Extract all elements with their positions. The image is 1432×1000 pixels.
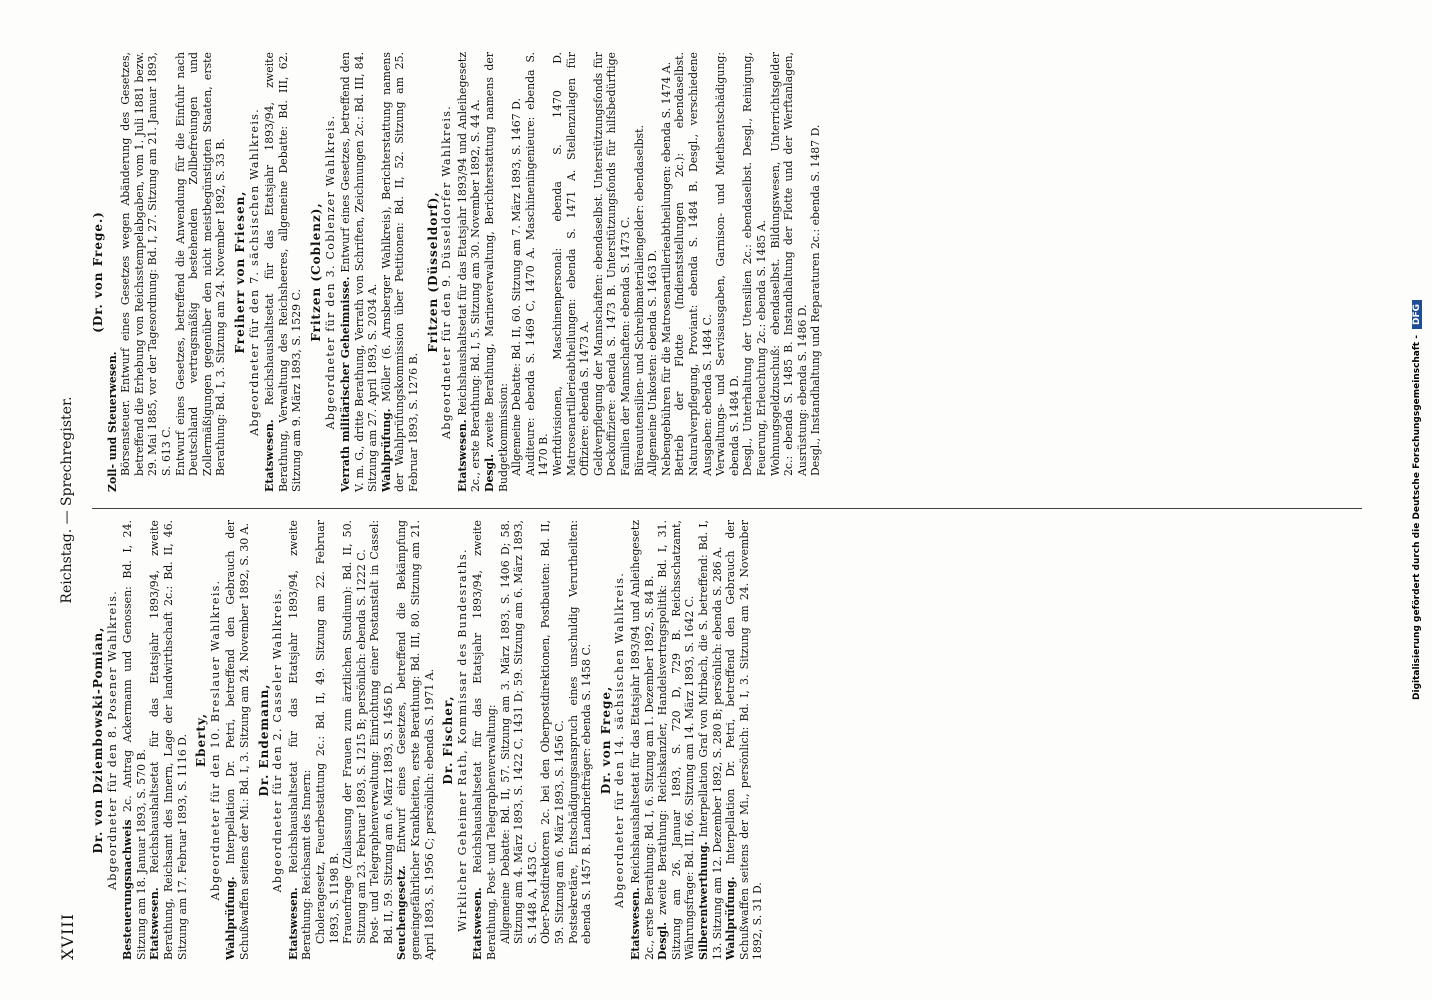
- register-entry: [380, 52, 421, 492]
- person-role: Abgeordneter für den 10. Breslauer Wahlkreis.: [208, 579, 222, 901]
- left-column: [86, 520, 1392, 960]
- person-name: Fritzen (Coblenz),: [308, 202, 323, 342]
- person-role: Abgeordneter für den 14. sächsischen Wahlkreis.: [613, 571, 627, 909]
- entry-keyword: Etatswesen.: [263, 419, 277, 492]
- register-subentry: Geldverpflegung der Mannschaften: ebendaselbst. Unterstützungsfonds für Deckoffiziere: ebenda S. 1473 B. Unterstützungsfonds für hilfsbedürftige Familien der Mannschaften: ebenda S. 1473 C.: [591, 52, 632, 476]
- register-entry: [121, 520, 148, 960]
- register-subentry: Entwurf eines Gesetzes, betreffend die Anwendung für die Einfuhr nach Deutschland vertragsmäßig bestehenden Zollbefreiungen und Zollermäßigungen gegenüber den nicht meistbegünstigten Staaten, erste Berathung: Bd. I, 3. Sitzung am 24. November 1892, S. 33 B.: [173, 52, 228, 476]
- entry-text: Interpellation Graf von Mirbach, die S. betreffend: Bd. I, 13. Sitzung am 12. Dezember 1892, S. 280 B; persönlich: ebenda S. 286 A.: [696, 519, 724, 960]
- entry-text: Reichshaushaltsetat für das Etatsjahr 1893/94 und Anleihegesetz 2c., erste Berathung: Bd. I, 5. Sitzung am 30. November 1892, S. 44 A.: [455, 51, 483, 492]
- digitization-note-text: Digitalisierung gefördert durch die Deutsche Forschungsgemeinschaft -: [1412, 335, 1422, 700]
- entry-text: Reichshaushaltsetat für das Etatsjahr 1893/94, zweite Berathung, Reichsamt des Innern, Lage der landwirthschaft 2c.: Bd. II, 46. Sitzung am 17. Februar 1893, S. 1116 D.: [148, 520, 189, 960]
- register-entry: [395, 520, 436, 960]
- register-entry: [106, 52, 120, 492]
- register-entry: [148, 520, 189, 960]
- entry-keyword: Etatswesen.: [628, 887, 642, 960]
- register-subentry: Börsensteuer. Entwurf eines Gesetzes wegen Abänderung des Gesetzes, betreffend die Erhebung von Reichsstempelabgaben, vom 1. Juli 1881 bezw. 29. Mai 1885, vor der Tagesordnung: Bd. I, 27. Sitzung am 21. Januar 1893, S. 613 C.: [119, 52, 173, 476]
- entry-text: zweite Berathung, Marineverwaltung, Berichterstattung namens der Budgetkommission:: [483, 52, 510, 492]
- person-name: Dr. Endemann,: [256, 683, 271, 797]
- entry-keyword: Wahlprüfung.: [379, 408, 393, 492]
- person-heading: [427, 52, 441, 492]
- register-entry: [263, 52, 304, 492]
- register-subentry: Nebengebühren für die Matrosenartillerieabtheilungen: ebenda S. 1474 A.: [659, 61, 673, 476]
- person-name: Freiherr von Friesen,: [232, 190, 247, 354]
- register-subentry: Auditeure: ebenda S. 1469 C, 1470 A. Maschineningenieure: ebenda S. 1470 B.: [523, 52, 551, 476]
- entry-keyword: Verrath militärischer Geheimnisse.: [339, 276, 353, 492]
- entry-text: Reichshaushaltsetat für das Etatsjahr 1893/94, zweite Berathung, Post- und Telegraphenverwaltung:: [471, 520, 499, 960]
- person-heading: [442, 520, 456, 960]
- person-role: Wirklicher Geheimer Rath, Kommissar des Bundesraths.: [455, 548, 469, 932]
- register-entry: [471, 520, 498, 960]
- register-subentry: Wohnungsgeldzuschuß: ebendaselbst. Bildungswesen, Unterrichtsgelder 2c.: ebenda S. 1485 B. Instandhaltung der Flotte und der Werftanlagen, Ausrüstung: ebenda S. 1486 D.: [768, 52, 809, 476]
- entry-text: Möller (6. Arnsberger Wahlkreis), Berichterstattung namens der Wahlprüfungskommission über Petitionen: Bd. II, 52. Sitzung am 25. Februar 1893, S. 1276 B.: [379, 52, 421, 492]
- column-divider: [92, 508, 1362, 509]
- person-name: Eberty,: [194, 712, 209, 768]
- register-entry: [697, 520, 724, 960]
- register-entry: [483, 52, 510, 492]
- entry-keyword: Seuchengesetz.: [395, 865, 409, 960]
- register-subentry: Frauenfrage (Zulassung der Frauen zum ärztlichen Studium): Bd. II, 50. Sitzung am 23. Februar 1893, S. 1215 B; persönlich: ebenda S. 1222 C.: [341, 520, 368, 944]
- entry-keyword: Wahlprüfung.: [724, 876, 738, 960]
- register-subentry: Werftdivisionen, Maschinenpersonal: ebenda S. 1470 D. Matrosenartillerieabtheilungen: ebenda S. 1471 A. Stellenzulagen für Offiziere: ebenda S. 1473 A.: [551, 52, 592, 476]
- register-subentry: Desgl., Instandhaltung und Reparaturen 2c.: ebenda S. 1487 D.: [809, 124, 823, 476]
- register-entry: [287, 520, 314, 960]
- person-role: Abgeordneter für den 7. sächsischen Wahlkreis.: [247, 108, 261, 436]
- register-subentry: Büreauutensilien- und Schreibmaterialiengelder: ebendaselbst.: [632, 125, 646, 476]
- person-name: Fritzen (Düsseldorf),: [425, 191, 440, 353]
- person-role: Abgeordneter für den 9. Düsseldorfer Wahlkreis.: [440, 105, 454, 439]
- register-subentry: Ober-Postdirektoren 2c. bei den Oberpostdirektionen, Postbauten: Bd. II, 59. Sitzung am 6. März 1893, S. 1456 C.: [539, 520, 566, 944]
- entry-text: zweite Berathung: Reichskanzler, Handelsvertragspolitik: Bd. I, 31. Sitzung am 26. Januar 1893, S. 720 D, 729 B. Reichsschatzamt, Währungsfrage: Bd. III, 66. Sitzung am 14. März 1893, S. 1642 C.: [656, 520, 697, 960]
- register-subentry: Verwaltungs- und Servisausgaben, Garnison- und Miethsentschädigung: ebenda S. 1484 D.: [714, 52, 741, 476]
- page-title: Reichstag. — Sprechregister.: [59, 396, 75, 604]
- register-subentry: Allgemeine Unkosten: ebenda S. 1463 D.: [646, 249, 660, 476]
- person-heading: [234, 52, 248, 492]
- entry-text: Reichshaushaltsetat für das Etatsjahr 1893/94, zweite Berathung, Verwaltung des Reichsheeres, allgemeine Debatte: Bd. III, 62. Sitzung am 9. März 1893, S. 1529 C.: [263, 52, 304, 492]
- register-subentry: Allgemeine Debatte: Bd. II, 57. Sitzung am 3. März 1893, S. 1406 D; 58. Sitzung am 4. März 1893, S. 1422 C, 1431 D; 59. Sitzung am 6. März 1893, S. 1448 A, 1453 C.: [498, 520, 539, 944]
- person-heading: [195, 520, 209, 960]
- entry-text: 2c. Antrag Ackermann und Genossen: Bd. I, 24. Sitzung am 18. Januar 1893, S. 570 B.: [121, 520, 148, 960]
- person-heading: [92, 52, 106, 492]
- columns: [86, 40, 1392, 960]
- person-heading: [92, 520, 106, 960]
- person-heading: [310, 52, 324, 492]
- right-column: [86, 52, 1392, 492]
- entry-keyword: Silberentwerthung.: [696, 841, 710, 960]
- register-subentry: Desgl., Unterhaltung der Utensilien 2c.: ebendaselbst. Desgl., Reinigung, Feuerung, Erleuchtung 2c.: ebenda S. 1485 A.: [741, 52, 768, 476]
- digitization-note: [1408, 8, 1426, 992]
- register-entry: [724, 520, 765, 960]
- register-subentry: Post- und Telegraphenverwaltung: Einrichtung einer Postanstalt in Cassel: Bd. II, 59. Sitzung am 6. März 1893, S. 1456 D.: [368, 520, 395, 944]
- register-entry: [656, 520, 697, 960]
- register-entry: [224, 520, 251, 960]
- entry-keyword: Zoll- und Steuerwesen.: [105, 351, 119, 492]
- entry-text: Interpellation Dr. Petri, betreffend den Gebrauch der Schußwaffen seitens der Mi.: Bd. I, 3. Sitzung am 24. November 1892, S. 30 A.: [224, 519, 251, 960]
- entry-text: Reichshaushaltsetat für das Etatsjahr 1893/94 und Anleihegesetz 2c., erste Berathung: Bd. I, 6. Sitzung am 1. Dezember 1892, S. 84 B.: [628, 519, 656, 960]
- person-name: (Dr. von Frege.): [91, 211, 105, 333]
- entry-keyword: Desgl.: [483, 453, 497, 492]
- register-subentry: Betrieb der Flotte (Indienststellungen 2c.): ebendaselbst. Naturalverpflegung, Proviant: ebenda S. 1484 B. Desgl., verschiedene Ausgaben: ebenda S. 1484 C.: [673, 52, 714, 476]
- entry-keyword: Etatswesen.: [286, 887, 300, 960]
- person-role: Abgeordneter für den 8. Posener Wahlkreis.: [105, 589, 119, 891]
- register-entry: [629, 520, 656, 960]
- person-heading: [600, 520, 614, 960]
- register-subentry: Allgemeine Debatte: Bd. II, 60. Sitzung am 7. März 1893, S. 1467 D.: [510, 98, 524, 476]
- person-role: Abgeordneter für den 2. Casseler Wahlkreis.: [271, 587, 285, 893]
- register-entry: [456, 52, 483, 492]
- page-header: [52, 40, 82, 960]
- register-subentry: Postsekretäre, Entschädigungsanspruch eines unschuldig Verurtheilten: ebenda S. 1457 B. Landbriefträger: ebenda S. 1458 C.: [566, 520, 594, 944]
- person-name: Dr. von Frege,: [598, 685, 613, 795]
- dfg-logo: DFG: [1412, 300, 1422, 329]
- entry-keyword: Etatswesen.: [455, 419, 469, 492]
- entry-text: Reichshaushaltsetat für das Etatsjahr 1893/94, zweite Berathung: Reichsamt des Innern:: [286, 520, 314, 960]
- entry-keyword: Etatswesen.: [148, 887, 162, 960]
- person-role: Abgeordneter für den 3. Coblenzer Wahlkreis.: [323, 114, 337, 430]
- entry-text: Entwurf eines Gesetzes, betreffend den V. m. G., dritte Berathung, Verrath von Schriften, Zeichnungen 2c.: Bd. III, 84. Sitzung am 27. April 1893, S. 2034 A.: [339, 52, 380, 492]
- entry-keyword: Etatswesen.: [471, 887, 485, 960]
- person-name: Dr. von Dziembowski-Pomian,: [91, 626, 105, 854]
- entry-keyword: Besteuerungsnachweis: [121, 819, 135, 960]
- person-name: Dr. Fischer,: [441, 695, 456, 785]
- page-number: XVIII: [57, 913, 77, 960]
- entry-text: Entwurf eines Gesetzes, betreffend die Bekämpfung gemeingefährlicher Krankheiten, erste Berathung: Bd. III, 80. Sitzung am 21. April 1893, S. 1956 C; persönlich: ebenda S. 1971 A.: [395, 520, 436, 960]
- register-subentry: Choleragesetz, Feuerbestattung 2c.: Bd. II, 49. Sitzung am 22. Februar 1893, S. 1198 B.: [313, 520, 341, 944]
- person-heading: [258, 520, 272, 960]
- entry-keyword: Wahlprüfung.: [224, 876, 238, 960]
- register-entry: [339, 52, 380, 492]
- entry-text: Interpellation Dr. Petri, betreffend den Gebrauch der Schußwaffen seitens der Mi., persönlich: Bd. I, 3. Sitzung am 24. November 1892, S. 31 D.: [724, 519, 765, 960]
- entry-keyword: Desgl.: [656, 921, 670, 960]
